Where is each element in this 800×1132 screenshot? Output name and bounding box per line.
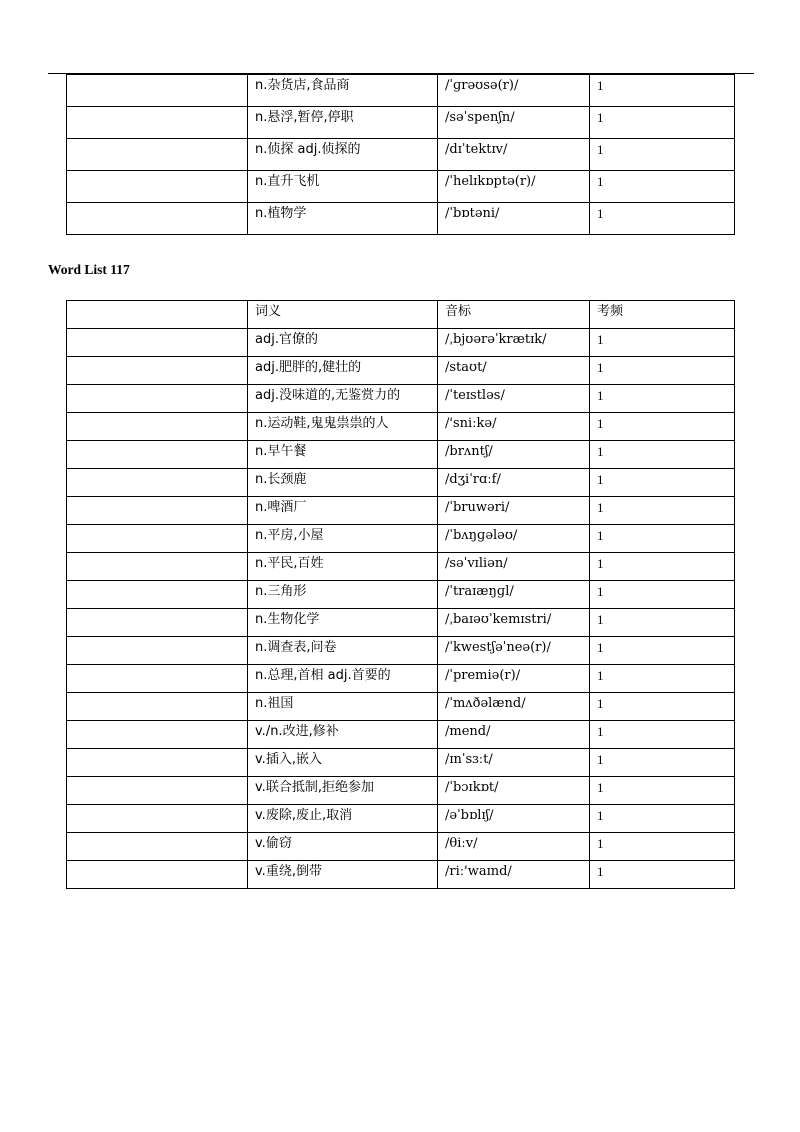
- word-cell: [67, 413, 248, 441]
- word-cell: [67, 777, 248, 805]
- word-cell: [67, 805, 248, 833]
- meaning-cell: v.插入,嵌入: [248, 749, 438, 777]
- header-frequency: 考频: [590, 301, 735, 329]
- meaning-cell: n.祖国: [248, 693, 438, 721]
- phonetic-cell: /ˈhelɪkɒptə(r)/: [438, 171, 590, 203]
- phonetic-cell: /ˌbaɪəʊˈkemɪstri/: [438, 609, 590, 637]
- table-row: [67, 469, 735, 497]
- phonetic-cell: /əˈbɒlɪʃ/: [438, 805, 590, 833]
- table-row: [67, 357, 735, 385]
- table-row: [67, 609, 735, 637]
- table-row: [67, 107, 735, 139]
- meaning-cell: n.直升飞机: [248, 171, 438, 203]
- word-list-title: Word List 117: [48, 262, 130, 277]
- phonetic-cell: /ˈbɔɪkɒt/: [438, 777, 590, 805]
- word-cell: [67, 329, 248, 357]
- word-cell: [67, 171, 248, 203]
- word-cell: [67, 721, 248, 749]
- table-row: [67, 637, 735, 665]
- table-row: [67, 385, 735, 413]
- frequency-cell: 1: [590, 805, 735, 833]
- word-cell: [67, 139, 248, 171]
- frequency-cell: 1: [590, 75, 735, 107]
- frequency-cell: 1: [590, 203, 735, 235]
- phonetic-cell: /θiːv/: [438, 833, 590, 861]
- word-cell: [67, 749, 248, 777]
- phonetic-cell: /mend/: [438, 721, 590, 749]
- frequency-cell: 1: [590, 721, 735, 749]
- word-cell: [67, 385, 248, 413]
- table-row: [67, 203, 735, 235]
- table-row: [67, 75, 735, 107]
- meaning-cell: v.联合抵制,拒绝参加: [248, 777, 438, 805]
- frequency-cell: 1: [590, 693, 735, 721]
- meaning-cell: v./n.改进,修补: [248, 721, 438, 749]
- table-row: [67, 861, 735, 889]
- frequency-cell: 1: [590, 777, 735, 805]
- frequency-cell: 1: [590, 833, 735, 861]
- table-row: [67, 749, 735, 777]
- word-cell: [67, 357, 248, 385]
- meaning-cell: n.平民,百姓: [248, 553, 438, 581]
- table-row: [67, 553, 735, 581]
- frequency-cell: 1: [590, 525, 735, 553]
- phonetic-cell: /ˌbjʊərəˈkrætɪk/: [438, 329, 590, 357]
- frequency-cell: 1: [590, 357, 735, 385]
- vocabulary-table-body: [67, 75, 735, 235]
- word-cell: [67, 469, 248, 497]
- vocabulary-table-continued: [66, 74, 735, 235]
- table-row: [67, 497, 735, 525]
- phonetic-cell: /dʒiˈrɑːf/: [438, 469, 590, 497]
- phonetic-cell: /dɪˈtektɪv/: [438, 139, 590, 171]
- table-row: [67, 329, 735, 357]
- word-cell: [67, 665, 248, 693]
- table-row: [67, 833, 735, 861]
- phonetic-cell: /ˈmʌðəlænd/: [438, 693, 590, 721]
- frequency-cell: 1: [590, 441, 735, 469]
- meaning-cell: n.早午餐: [248, 441, 438, 469]
- frequency-cell: 1: [590, 609, 735, 637]
- word-cell: [67, 609, 248, 637]
- meaning-cell: v.偷窃: [248, 833, 438, 861]
- frequency-cell: 1: [590, 413, 735, 441]
- word-cell: [67, 203, 248, 235]
- phonetic-cell: /ˈkwestʃəˈneə(r)/: [438, 637, 590, 665]
- word-cell: [67, 497, 248, 525]
- phonetic-cell: /səˈvɪliən/: [438, 553, 590, 581]
- word-cell: [67, 861, 248, 889]
- phonetic-cell: /ˈteɪstləs/: [438, 385, 590, 413]
- meaning-cell: n.调查表,问卷: [248, 637, 438, 665]
- phonetic-cell: /ˈbruwəri/: [438, 497, 590, 525]
- meaning-cell: n.植物学: [248, 203, 438, 235]
- frequency-cell: 1: [590, 385, 735, 413]
- phonetic-cell: /riː'waɪnd/: [438, 861, 590, 889]
- frequency-cell: 1: [590, 749, 735, 777]
- phonetic-cell: /staʊt/: [438, 357, 590, 385]
- meaning-cell: adj.肥胖的,健壮的: [248, 357, 438, 385]
- meaning-cell: n.悬浮,暂停,停职: [248, 107, 438, 139]
- frequency-cell: 1: [590, 581, 735, 609]
- word-cell: [67, 75, 248, 107]
- meaning-cell: n.侦探 adj.侦探的: [248, 139, 438, 171]
- word-cell: [67, 525, 248, 553]
- header-phonetic: 音标: [438, 301, 590, 329]
- meaning-cell: n.三角形: [248, 581, 438, 609]
- phonetic-cell: /ˈtraɪæŋɡl/: [438, 581, 590, 609]
- meaning-cell: v.重绕,倒带: [248, 861, 438, 889]
- table-row: [67, 413, 735, 441]
- frequency-cell: 1: [590, 553, 735, 581]
- table-row: [67, 171, 735, 203]
- word-cell: [67, 553, 248, 581]
- table-row: [67, 721, 735, 749]
- frequency-cell: 1: [590, 497, 735, 525]
- meaning-cell: n.杂货店,食品商: [248, 75, 438, 107]
- frequency-cell: 1: [590, 171, 735, 203]
- word-cell: [67, 637, 248, 665]
- phonetic-cell: /ˈpremiə(r)/: [438, 665, 590, 693]
- table-row: [67, 581, 735, 609]
- word-cell: [67, 693, 248, 721]
- table-row: [67, 805, 735, 833]
- table-row: [67, 777, 735, 805]
- phonetic-cell: /ˈɡrəʊsə(r)/: [438, 75, 590, 107]
- word-cell: [67, 833, 248, 861]
- frequency-cell: 1: [590, 469, 735, 497]
- frequency-cell: 1: [590, 861, 735, 889]
- word-cell: [67, 441, 248, 469]
- frequency-cell: 1: [590, 637, 735, 665]
- table-row: [67, 665, 735, 693]
- phonetic-cell: /brʌntʃ/: [438, 441, 590, 469]
- meaning-cell: n.总理,首相 adj.首要的: [248, 665, 438, 693]
- word-cell: [67, 581, 248, 609]
- word-cell: [67, 107, 248, 139]
- frequency-cell: 1: [590, 139, 735, 171]
- header-meaning: 词义: [248, 301, 438, 329]
- table-row: [67, 441, 735, 469]
- meaning-cell: n.长颈鹿: [248, 469, 438, 497]
- phonetic-cell: /ˈbɒtəni/: [438, 203, 590, 235]
- phonetic-cell: /ˈbʌŋɡələʊ/: [438, 525, 590, 553]
- table-row: [67, 525, 735, 553]
- phonetic-cell: /'sniːkə/: [438, 413, 590, 441]
- meaning-cell: adj.官僚的: [248, 329, 438, 357]
- meaning-cell: n.生物化学: [248, 609, 438, 637]
- table-row: [67, 693, 735, 721]
- phonetic-cell: /səˈspenʃn/: [438, 107, 590, 139]
- vocabulary-table: [66, 300, 735, 889]
- vocabulary-table-body: [67, 329, 735, 889]
- meaning-cell: n.运动鞋,鬼鬼祟祟的人: [248, 413, 438, 441]
- header-word-cell: [67, 301, 248, 329]
- phonetic-cell: /ɪnˈsɜːt/: [438, 749, 590, 777]
- table-row: [67, 139, 735, 171]
- meaning-cell: n.啤酒厂: [248, 497, 438, 525]
- meaning-cell: adj.没味道的,无鉴赏力的: [248, 385, 438, 413]
- frequency-cell: 1: [590, 107, 735, 139]
- meaning-cell: v.废除,废止,取消: [248, 805, 438, 833]
- frequency-cell: 1: [590, 665, 735, 693]
- table-header-row: [67, 301, 735, 329]
- frequency-cell: 1: [590, 329, 735, 357]
- meaning-cell: n.平房,小屋: [248, 525, 438, 553]
